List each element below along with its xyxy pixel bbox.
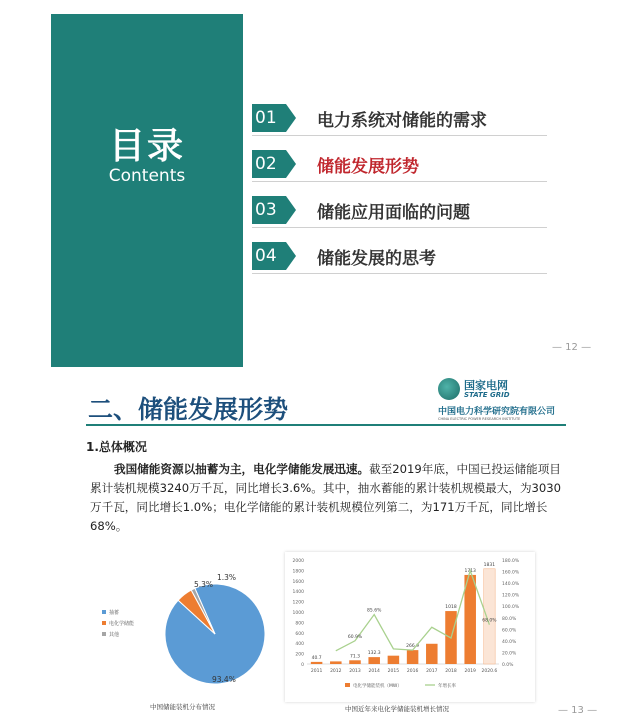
bar-data-label: 266.9 xyxy=(406,644,420,650)
toc-number: 01 xyxy=(252,104,286,132)
y-left-tick: 200 xyxy=(295,652,304,658)
bar xyxy=(330,661,342,664)
y-left-tick: 1200 xyxy=(292,600,304,606)
y-left-tick: 1600 xyxy=(292,579,304,585)
bar-line-chart xyxy=(285,552,535,702)
toc-subtitle: Contents xyxy=(108,166,186,186)
line-data-label: 68.0% xyxy=(482,618,497,624)
pie-data-label: 5.3% xyxy=(194,580,214,589)
slide-13 xyxy=(0,372,638,724)
bar xyxy=(426,644,438,664)
y-right-tick: 160.0% xyxy=(502,570,520,576)
bar-caption: 中国近年来电化学储能装机增长情况 xyxy=(345,705,449,713)
bar xyxy=(388,656,400,664)
toc-label: 储能发展的思考 xyxy=(317,249,436,269)
x-tick: 2020.6 xyxy=(481,669,498,674)
y-left-tick: 1400 xyxy=(292,590,304,596)
institute-name-en: CHINA ELECTRIC POWER RESEARCH INSTITUTE xyxy=(438,417,521,421)
toc-item-3[interactable] xyxy=(252,194,547,228)
toc-label: 电力系统对储能的需求 xyxy=(317,111,487,131)
para-bold: 我国储能资源以抽蓄为主，电化学储能发展迅速。 xyxy=(114,462,370,476)
y-left-tick: 1800 xyxy=(292,569,304,575)
y-left-tick: 2000 xyxy=(292,559,304,564)
section-heading: 1.总体概况 xyxy=(86,440,147,454)
pie-chart-svg xyxy=(100,562,280,692)
legend-label: 抽蓄 xyxy=(109,610,120,616)
x-tick: 2019 xyxy=(464,669,476,674)
logo-text-cn: 国家电网 xyxy=(464,379,508,392)
y-right-tick: 40.0% xyxy=(502,639,517,645)
bar-chart-svg xyxy=(285,552,535,702)
y-right-tick: 120.0% xyxy=(502,593,520,599)
logo-text-en: STATE GRID xyxy=(464,391,510,399)
para-rest: 截至2019年底，中国已投运储能项目累计装机规模3240万千瓦，同比增长3.6%。其中，抽水蓄能的累计装机规模最大，为3030万千瓦，同比增长1.0%；电化学储能的累计装机规模位列第二，为171万千瓦，同比增长68%。 xyxy=(90,462,562,533)
x-tick: 2016 xyxy=(406,669,419,674)
bar xyxy=(311,662,323,664)
y-right-tick: 60.0% xyxy=(502,628,517,634)
bar xyxy=(349,660,361,664)
page-number: — 13 — xyxy=(558,705,598,716)
legend-label: 年增长率 xyxy=(438,684,456,689)
y-left-tick: 800 xyxy=(295,621,304,627)
pie-chart xyxy=(100,562,280,692)
legend-swatch xyxy=(102,610,106,614)
line-data-label: 85.6% xyxy=(367,608,382,614)
y-left-tick: 400 xyxy=(295,642,304,648)
toc-label: 储能应用面临的问题 xyxy=(317,203,470,223)
bar xyxy=(368,657,380,664)
bar-data-label: 1713 xyxy=(464,568,476,574)
y-left-tick: 600 xyxy=(295,631,304,637)
y-right-tick: 0.0% xyxy=(502,663,514,668)
y-right-tick: 80.0% xyxy=(502,616,517,622)
toc-number: 02 xyxy=(252,150,286,178)
toc-number: 04 xyxy=(252,242,286,270)
bar xyxy=(484,569,496,664)
toc-label-active: 储能发展形势 xyxy=(317,157,419,177)
legend-swatch xyxy=(345,683,350,687)
y-left-tick: 0 xyxy=(301,663,304,668)
toc-item-4[interactable] xyxy=(252,240,547,274)
y-right-tick: 180.0% xyxy=(502,559,520,564)
toc-panel xyxy=(51,14,243,367)
toc-item-2[interactable] xyxy=(252,148,547,182)
bar xyxy=(464,575,476,664)
legend-label: 电化学储能装机（MW） xyxy=(353,684,402,689)
pie-caption: 中国储能装机分布情况 xyxy=(150,703,215,711)
legend-swatch xyxy=(102,621,106,625)
y-right-tick: 20.0% xyxy=(502,651,517,657)
title-divider xyxy=(86,424,566,426)
state-grid-logo-icon xyxy=(438,378,460,400)
x-tick: 2015 xyxy=(387,669,400,674)
legend-swatch xyxy=(102,632,106,636)
y-left-tick: 1000 xyxy=(292,611,304,616)
bar-data-label: 1831 xyxy=(483,562,496,568)
x-tick: 2018 xyxy=(445,669,457,674)
x-tick: 2014 xyxy=(368,669,380,674)
bar-data-label: 1018 xyxy=(445,605,457,611)
legend-label: 电化学储能 xyxy=(109,621,135,627)
bar xyxy=(407,650,419,664)
line-data-label: 60.9% xyxy=(347,634,363,640)
legend-label: 其他 xyxy=(109,632,120,638)
slide-title: 二、储能发展形势 xyxy=(88,395,289,424)
bar-data-label: 40.7 xyxy=(311,655,322,661)
pie-data-label: 1.3% xyxy=(217,573,237,582)
pie-data-label: 93.4% xyxy=(212,675,236,684)
toc-title: 目录 xyxy=(108,126,185,167)
x-tick: 2011 xyxy=(310,669,323,674)
toc-item-1[interactable] xyxy=(252,102,547,136)
y-right-tick: 100.0% xyxy=(502,605,520,611)
body-paragraph xyxy=(90,460,568,536)
toc-number: 03 xyxy=(252,196,286,224)
bar-data-label: 132.3 xyxy=(367,651,381,657)
page-number: — 12 — xyxy=(552,342,592,353)
institute-name: 中国电力科学研究院有限公司 xyxy=(438,407,556,417)
bar-data-label: 71.3 xyxy=(349,654,361,660)
y-right-tick: 140.0% xyxy=(502,582,520,588)
x-tick: 2013 xyxy=(349,669,361,674)
x-tick: 2017 xyxy=(426,669,438,674)
x-tick: 2012 xyxy=(330,669,342,674)
